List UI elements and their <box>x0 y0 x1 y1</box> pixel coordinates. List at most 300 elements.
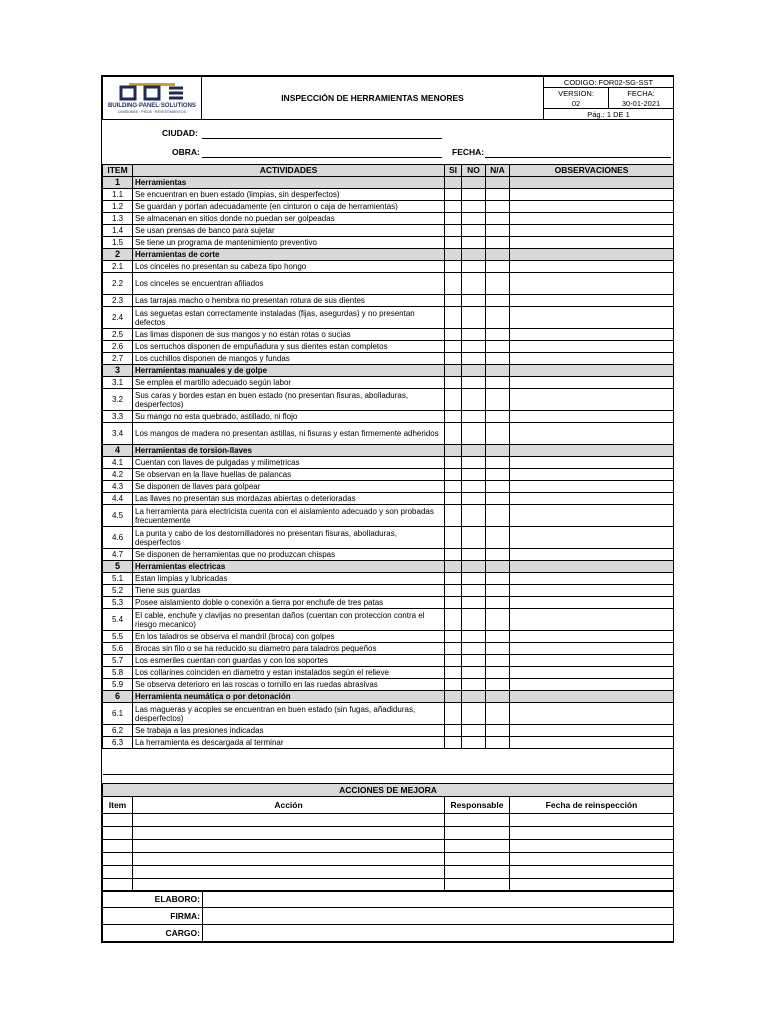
si-cell[interactable] <box>445 261 462 273</box>
activity-text: Las llaves no presentan sus mordazas abiertas o deterioradas <box>133 493 445 505</box>
item-number: 2.5 <box>103 329 133 341</box>
activity-text: Herramientas manuales y de golpe <box>133 365 445 377</box>
table-row <box>103 527 674 549</box>
observaciones-cell <box>510 561 674 573</box>
table-row <box>103 667 674 679</box>
activity-text: La herramienta para electricista cuenta con el aislamiento adecuado y son probadas frecuentemente <box>133 505 445 527</box>
accion-cell[interactable] <box>133 827 445 840</box>
na-cell[interactable] <box>486 597 510 609</box>
observaciones-cell[interactable] <box>510 201 674 213</box>
activity-text: Brocas sin filo o se ha reducido su diametro para taladros pequeños <box>133 643 445 655</box>
observaciones-cell[interactable] <box>510 423 674 445</box>
observaciones-cell[interactable] <box>510 261 674 273</box>
item-number: 2.2 <box>103 273 133 295</box>
activity-text: Herramientas de torsion-llaves <box>133 445 445 457</box>
si-cell[interactable] <box>445 423 462 445</box>
si-cell[interactable] <box>445 411 462 423</box>
observaciones-cell[interactable] <box>510 189 674 201</box>
activity-text: Se tiene un programa de mantenimiento preventivo <box>133 237 445 249</box>
si-cell[interactable] <box>445 307 462 329</box>
observaciones-cell[interactable] <box>510 549 674 561</box>
observaciones-cell[interactable] <box>510 469 674 481</box>
item-number: 3.3 <box>103 411 133 423</box>
observaciones-cell <box>510 691 674 703</box>
si-cell[interactable] <box>445 389 462 411</box>
no-cell[interactable] <box>462 377 486 389</box>
table-row <box>103 505 674 527</box>
na-cell[interactable] <box>486 213 510 225</box>
observaciones-cell[interactable] <box>510 527 674 549</box>
si-cell[interactable] <box>445 353 462 365</box>
no-cell[interactable] <box>462 703 486 725</box>
na-cell[interactable] <box>486 341 510 353</box>
si-cell[interactable] <box>445 189 462 201</box>
na-cell[interactable] <box>486 549 510 561</box>
na-cell[interactable] <box>486 527 510 549</box>
na-cell[interactable] <box>486 295 510 307</box>
si-cell[interactable] <box>445 737 462 749</box>
si-cell[interactable] <box>445 725 462 737</box>
observaciones-cell[interactable] <box>510 353 674 365</box>
accion-cell[interactable] <box>133 814 445 827</box>
accion-cell[interactable] <box>133 866 445 879</box>
si-cell[interactable] <box>445 655 462 667</box>
no-cell[interactable] <box>462 679 486 691</box>
activity-text: Se encuentran en buen estado (limpias, sin desperfectos) <box>133 189 445 201</box>
table-row <box>103 225 674 237</box>
accion-cell[interactable] <box>133 853 445 866</box>
page-number: Pág.: 1 DE 1 <box>544 109 674 120</box>
acciones-rows <box>103 814 674 892</box>
no-cell[interactable] <box>462 201 486 213</box>
no-cell[interactable] <box>462 643 486 655</box>
observaciones-cell[interactable] <box>510 703 674 725</box>
activity-text: Los cinceles no presentan su cabeza tipo hongo <box>133 261 445 273</box>
na-cell[interactable] <box>486 353 510 365</box>
si-cell[interactable] <box>445 703 462 725</box>
accion-row <box>103 840 674 853</box>
item-number: 5.6 <box>103 643 133 655</box>
item-number: 5.2 <box>103 585 133 597</box>
fecha-reinspeccion-cell[interactable] <box>510 840 674 853</box>
item-number: 5.9 <box>103 679 133 691</box>
na-cell[interactable] <box>486 201 510 213</box>
no-cell[interactable] <box>462 469 486 481</box>
observaciones-cell[interactable] <box>510 505 674 527</box>
si-cell <box>445 365 462 377</box>
item-number: 2.7 <box>103 353 133 365</box>
observaciones-cell[interactable] <box>510 655 674 667</box>
si-cell[interactable] <box>445 213 462 225</box>
si-cell[interactable] <box>445 631 462 643</box>
na-cell[interactable] <box>486 189 510 201</box>
activity-text: Los mangos de madera no presentan astillas, ni fisuras y estan firmemente adheridos <box>133 423 445 445</box>
accion-item-cell[interactable] <box>103 840 133 853</box>
item-number: 2.4 <box>103 307 133 329</box>
no-cell <box>462 365 486 377</box>
activity-text: Tiene sus guardas <box>133 585 445 597</box>
table-row <box>103 377 674 389</box>
item-number: 5.8 <box>103 667 133 679</box>
item-number: 2.1 <box>103 261 133 273</box>
form-title: INSPECCIÓN DE HERRAMIENTAS MENORES <box>202 77 544 120</box>
fecha-reinspeccion-cell[interactable] <box>510 853 674 866</box>
form-code: CODIGO: FOR02-SG-SST <box>544 77 674 88</box>
activity-text: Estan limpias y lubricadas <box>133 573 445 585</box>
observaciones-cell[interactable] <box>510 597 674 609</box>
no-cell[interactable] <box>462 585 486 597</box>
no-cell[interactable] <box>462 527 486 549</box>
activity-text: Las tarrajas macho o hembra no presentan rotura de sus dientes <box>133 295 445 307</box>
observaciones-cell[interactable] <box>510 725 674 737</box>
na-cell[interactable] <box>486 457 510 469</box>
company-logo <box>103 77 202 120</box>
si-cell <box>445 177 462 189</box>
item-number: 3.1 <box>103 377 133 389</box>
activity-text: Se disponen de herramientas que no produzcan chispas <box>133 549 445 561</box>
na-cell[interactable] <box>486 225 510 237</box>
no-cell[interactable] <box>462 505 486 527</box>
table-row <box>103 573 674 585</box>
ciudad-label: CIUDAD: <box>162 128 198 138</box>
no-cell[interactable] <box>462 667 486 679</box>
no-cell[interactable] <box>462 725 486 737</box>
item-number: 4.2 <box>103 469 133 481</box>
si-cell[interactable] <box>445 585 462 597</box>
na-cell[interactable] <box>486 307 510 329</box>
si-cell[interactable] <box>445 329 462 341</box>
si-cell[interactable] <box>445 667 462 679</box>
item-number: 5.4 <box>103 609 133 631</box>
si-cell[interactable] <box>445 505 462 527</box>
observaciones-cell <box>510 365 674 377</box>
logo-tagline: DIVISIONES · PISOS · REVESTIMIENTOS <box>118 110 186 114</box>
table-row <box>103 703 674 725</box>
observaciones-cell[interactable] <box>510 667 674 679</box>
col-si: SI <box>445 165 462 177</box>
elaboro-field[interactable] <box>203 891 674 908</box>
si-cell[interactable] <box>445 457 462 469</box>
table-row <box>103 655 674 667</box>
si-cell[interactable] <box>445 237 462 249</box>
na-cell <box>486 445 510 457</box>
cargo-field[interactable] <box>203 925 674 942</box>
obra-field[interactable] <box>202 157 442 158</box>
no-cell[interactable] <box>462 189 486 201</box>
table-row <box>103 237 674 249</box>
si-cell[interactable] <box>445 493 462 505</box>
no-cell[interactable] <box>462 225 486 237</box>
table-row <box>103 469 674 481</box>
observaciones-cell[interactable] <box>510 389 674 411</box>
accion-row <box>103 814 674 827</box>
na-cell[interactable] <box>486 261 510 273</box>
si-cell[interactable] <box>445 679 462 691</box>
responsable-cell[interactable] <box>445 853 510 866</box>
responsable-cell[interactable] <box>445 866 510 879</box>
item-number: 1.5 <box>103 237 133 249</box>
observaciones-cell[interactable] <box>510 411 674 423</box>
si-cell <box>445 445 462 457</box>
activity-text: Sus caras y bordes estan en buen estado (no presentan fisuras, abolladuras, desperfectos) <box>133 389 445 411</box>
activity-text: Herramientas <box>133 177 445 189</box>
na-cell[interactable] <box>486 329 510 341</box>
na-cell[interactable] <box>486 631 510 643</box>
si-cell[interactable] <box>445 597 462 609</box>
na-cell[interactable] <box>486 737 510 749</box>
na-cell[interactable] <box>486 411 510 423</box>
observaciones-cell[interactable] <box>510 213 674 225</box>
acc-col-fecha: Fecha de reinspección <box>510 797 674 814</box>
fecha-reinspeccion-cell[interactable] <box>510 827 674 840</box>
no-cell[interactable] <box>462 655 486 667</box>
accion-item-cell[interactable] <box>103 866 133 879</box>
na-cell <box>486 691 510 703</box>
firma-field[interactable] <box>203 908 674 925</box>
na-cell[interactable] <box>486 481 510 493</box>
no-cell[interactable] <box>462 549 486 561</box>
acc-col-item: Item <box>103 797 133 814</box>
responsable-cell[interactable] <box>445 814 510 827</box>
item-number: 4.1 <box>103 457 133 469</box>
activity-text: Se emplea el martillo adecuado según labor <box>133 377 445 389</box>
table-row <box>103 631 674 643</box>
activity-text: Herramienta neumática o por detonación <box>133 691 445 703</box>
spacer <box>103 775 674 784</box>
obra-label: OBRA: <box>172 147 200 157</box>
no-cell[interactable] <box>462 737 486 749</box>
activity-text: Las seguetas estan correctamente instaladas (fijas, asegurdas) y no presentan defectos <box>133 307 445 329</box>
observaciones-cell[interactable] <box>510 377 674 389</box>
na-cell[interactable] <box>486 609 510 631</box>
activity-text: Se guardan y portan adecuadamente (en cinturon o caja de herramientas) <box>133 201 445 213</box>
observaciones-cell[interactable] <box>510 573 674 585</box>
table-row <box>103 189 674 201</box>
activity-text: Se disponen de llaves para golpear <box>133 481 445 493</box>
na-cell[interactable] <box>486 573 510 585</box>
activity-text: En los taladros se observa el mandril (broca) con golpes <box>133 631 445 643</box>
table-row <box>103 341 674 353</box>
observaciones-cell[interactable] <box>510 609 674 631</box>
activity-text: La herramienta es descargada al terminar <box>133 737 445 749</box>
table-row <box>103 423 674 445</box>
si-cell[interactable] <box>445 549 462 561</box>
na-cell[interactable] <box>486 679 510 691</box>
na-cell[interactable] <box>486 377 510 389</box>
no-cell[interactable] <box>462 457 486 469</box>
fecha-label: FECHA: <box>609 88 674 99</box>
na-cell[interactable] <box>486 667 510 679</box>
na-cell[interactable] <box>486 703 510 725</box>
acciones-title: ACCIONES DE MEJORA <box>103 784 674 797</box>
no-cell[interactable] <box>462 597 486 609</box>
si-cell[interactable] <box>445 573 462 585</box>
activity-text: Se trabaja a las presiones indicadas <box>133 725 445 737</box>
na-cell[interactable] <box>486 643 510 655</box>
no-cell[interactable] <box>462 389 486 411</box>
si-cell[interactable] <box>445 609 462 631</box>
no-cell[interactable] <box>462 341 486 353</box>
si-cell[interactable] <box>445 377 462 389</box>
fecha-reinspeccion-cell[interactable] <box>510 866 674 879</box>
item-number: 4.5 <box>103 505 133 527</box>
table-row <box>103 481 674 493</box>
item-number: 1.2 <box>103 201 133 213</box>
na-cell[interactable] <box>486 655 510 667</box>
si-cell[interactable] <box>445 201 462 213</box>
si-cell[interactable] <box>445 273 462 295</box>
activity-text: Se observa deterioro en las roscas o tornillo en las ruedas abrasivas <box>133 679 445 691</box>
observaciones-cell[interactable] <box>510 737 674 749</box>
no-cell <box>462 177 486 189</box>
activity-text: Cuentan con llaves de pulgadas y milimetricas <box>133 457 445 469</box>
signatures <box>102 890 674 942</box>
table-row <box>103 737 674 749</box>
table-row <box>103 213 674 225</box>
col-observaciones: OBSERVACIONES <box>510 165 674 177</box>
item-number: 2 <box>103 249 133 261</box>
firma-label: FIRMA: <box>103 908 203 925</box>
no-cell[interactable] <box>462 423 486 445</box>
no-cell[interactable] <box>462 353 486 365</box>
activity-text: Las limas disponen de sus mangos y no estan rotas o sucias <box>133 329 445 341</box>
item-number: 4.7 <box>103 549 133 561</box>
table-row <box>103 597 674 609</box>
acc-col-accion: Acción <box>133 797 445 814</box>
no-cell[interactable] <box>462 631 486 643</box>
activity-text: Herramientas electricas <box>133 561 445 573</box>
observaciones-cell[interactable] <box>510 493 674 505</box>
item-number: 4.4 <box>103 493 133 505</box>
no-cell[interactable] <box>462 273 486 295</box>
na-cell[interactable] <box>486 493 510 505</box>
inspection-form <box>101 75 674 943</box>
item-number: 1 <box>103 177 133 189</box>
activity-text: Los serruchos disponen de empuñadura y sus dientes estan completos <box>133 341 445 353</box>
version-label: VERSION: <box>544 88 609 99</box>
table-row <box>103 273 674 295</box>
na-cell[interactable] <box>486 505 510 527</box>
na-cell[interactable] <box>486 585 510 597</box>
fecha-reinspeccion-cell[interactable] <box>510 814 674 827</box>
activity-text: Los collarines coinciden en diametro y estan instalados según el relieve <box>133 667 445 679</box>
fecha-field[interactable] <box>485 157 671 158</box>
si-cell <box>445 691 462 703</box>
accion-item-cell[interactable] <box>103 827 133 840</box>
observaciones-cell[interactable] <box>510 307 674 329</box>
no-cell[interactable] <box>462 307 486 329</box>
activity-text: Se usan prensas de banco para sujetar <box>133 225 445 237</box>
observaciones-cell[interactable] <box>510 295 674 307</box>
fecha-label-info: FECHA: <box>452 147 485 157</box>
item-number: 6.3 <box>103 737 133 749</box>
na-cell[interactable] <box>486 237 510 249</box>
accion-row <box>103 866 674 879</box>
observaciones-cell[interactable] <box>510 643 674 655</box>
no-cell[interactable] <box>462 411 486 423</box>
na-cell[interactable] <box>486 725 510 737</box>
observaciones-cell[interactable] <box>510 481 674 493</box>
activity-text: Se observan en la llave huellas de palancas <box>133 469 445 481</box>
no-cell[interactable] <box>462 295 486 307</box>
item-number: 6.1 <box>103 703 133 725</box>
observaciones-cell[interactable] <box>510 585 674 597</box>
activity-text: La punta y cabo de los destornilladores no presentan fisuras, abolladuras, desperfectos <box>133 527 445 549</box>
table-row <box>103 585 674 597</box>
observaciones-cell[interactable] <box>510 679 674 691</box>
accion-cell[interactable] <box>133 840 445 853</box>
item-number: 3 <box>103 365 133 377</box>
si-cell[interactable] <box>445 643 462 655</box>
section-row <box>103 561 674 573</box>
si-cell[interactable] <box>445 341 462 353</box>
accion-item-cell[interactable] <box>103 853 133 866</box>
na-cell[interactable] <box>486 273 510 295</box>
item-number: 2.3 <box>103 295 133 307</box>
observaciones-cell[interactable] <box>510 457 674 469</box>
item-number: 5.5 <box>103 631 133 643</box>
observaciones-cell[interactable] <box>510 225 674 237</box>
observaciones-cell <box>510 249 674 261</box>
item-number: 1.3 <box>103 213 133 225</box>
no-cell[interactable] <box>462 329 486 341</box>
bps-logo-icon <box>107 81 197 101</box>
no-cell[interactable] <box>462 237 486 249</box>
responsable-cell[interactable] <box>445 827 510 840</box>
checklist-rows <box>103 177 674 749</box>
col-na: N/A <box>486 165 510 177</box>
responsable-cell[interactable] <box>445 840 510 853</box>
na-cell[interactable] <box>486 469 510 481</box>
item-number: 6 <box>103 691 133 703</box>
no-cell[interactable] <box>462 609 486 631</box>
accion-item-cell[interactable] <box>103 814 133 827</box>
col-actividades: ACTIVIDADES <box>133 165 445 177</box>
table-row <box>103 201 674 213</box>
table-row <box>103 493 674 505</box>
observaciones-cell[interactable] <box>510 273 674 295</box>
table-row <box>103 609 674 631</box>
na-cell[interactable] <box>486 389 510 411</box>
no-cell[interactable] <box>462 261 486 273</box>
no-cell <box>462 249 486 261</box>
no-cell[interactable] <box>462 573 486 585</box>
observaciones-cell[interactable] <box>510 329 674 341</box>
table-row <box>103 725 674 737</box>
si-cell[interactable] <box>445 481 462 493</box>
si-cell[interactable] <box>445 527 462 549</box>
observaciones-cell[interactable] <box>510 237 674 249</box>
no-cell <box>462 445 486 457</box>
col-item: ITEM <box>103 165 133 177</box>
no-cell[interactable] <box>462 493 486 505</box>
observaciones-cell[interactable] <box>510 631 674 643</box>
si-cell[interactable] <box>445 225 462 237</box>
activity-text: Posee aislamiento doble o conexión a tierra por enchufe de tres patas <box>133 597 445 609</box>
si-cell[interactable] <box>445 469 462 481</box>
observaciones-cell[interactable] <box>510 341 674 353</box>
accion-row <box>103 827 674 840</box>
na-cell[interactable] <box>486 423 510 445</box>
no-cell[interactable] <box>462 481 486 493</box>
ciudad-field[interactable] <box>202 138 442 139</box>
activity-text: Los cuchillos disponen de mangos y fundas <box>133 353 445 365</box>
elaboro-label: ELABORO: <box>103 891 203 908</box>
cargo-label: CARGO: <box>103 925 203 942</box>
no-cell[interactable] <box>462 213 486 225</box>
si-cell[interactable] <box>445 295 462 307</box>
item-number: 5.7 <box>103 655 133 667</box>
